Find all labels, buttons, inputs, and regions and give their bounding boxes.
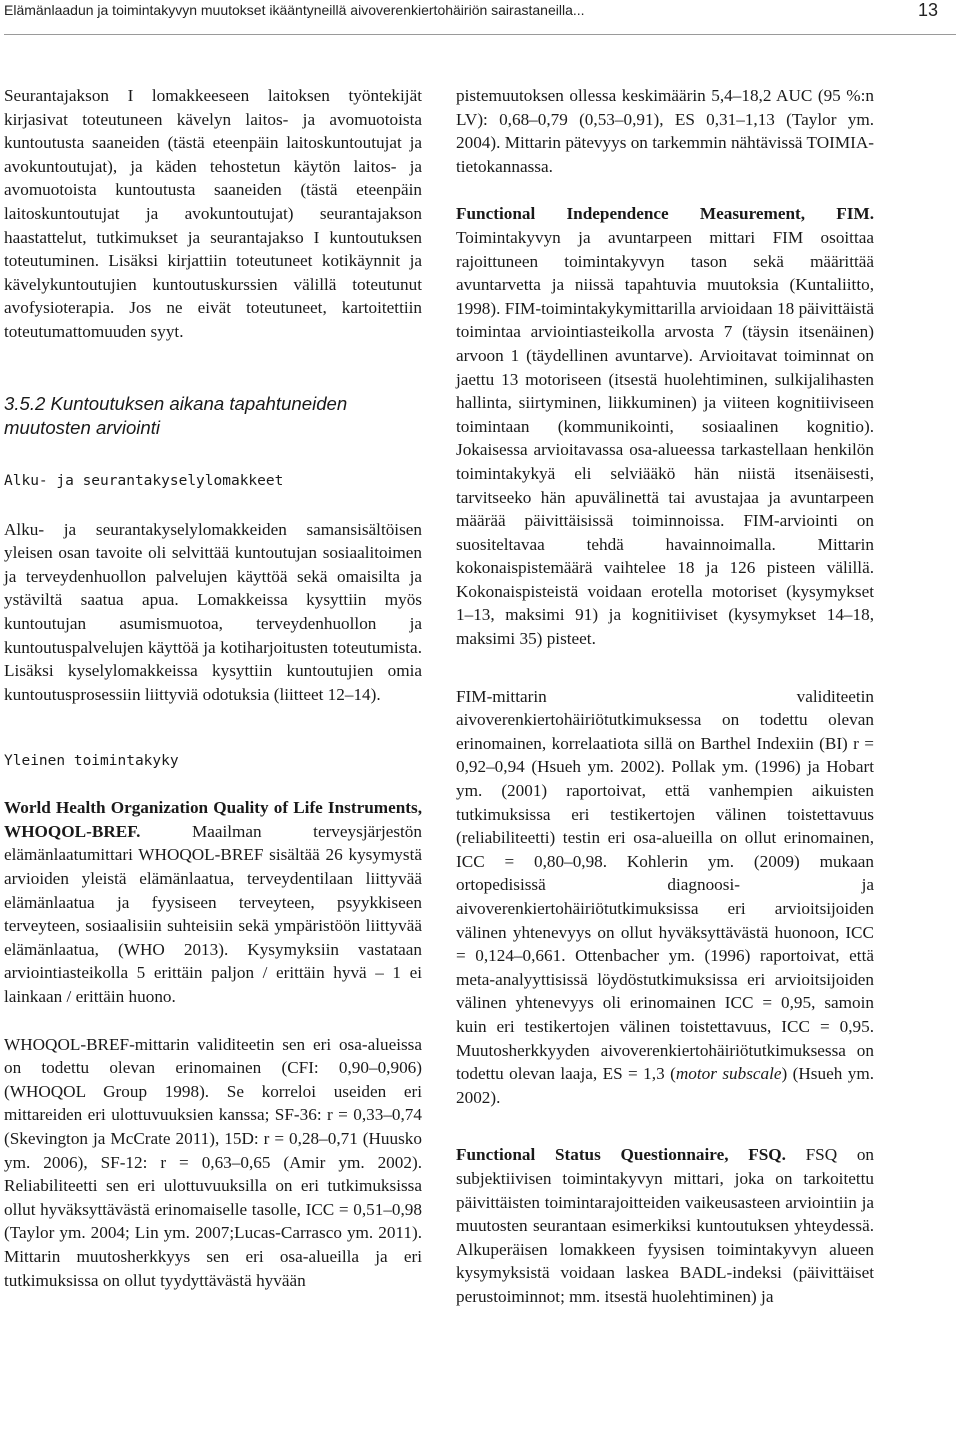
running-header	[4, 0, 956, 35]
paragraph-fim-validity: FIM-mittarin validiteetin aivoverenkiertohäiriötutkimuksessa on todettu olevan erinomainen, korrelaatiota sillä on Barthel Indexiin (BI) r = 0,92–0,94 (Hsueh ym. 2002). Pollak ym. (1996) ja Hobart ym. (2001) raportoivat, että vanhempien aikuisten tutkimuksissa eri testikertojen välinen toistettavuus (reliabiliteetti) testin eri osa-alueilla on ollut erinomainen, ICC = 0,80–0,98. Kohlerin ym. (2009) mukaan ortopedisissä diagnoosi- ja aivoverenkiertohäiriötutkimuksissa eri arvioitsijoiden välinen yhtenevyys on ollut hyväksyttävästä huonoon, ICC = 0,124–0,661. Ottenbacher ym. (1996) raportoivat, että meta-analyyttisissä löydöstutkimuksissa eri arvioitsijoiden välinen yhtenevyys oli erinomainen ICC = 0,95, samoin kuin eri testikertojen välinen toistettavuus, ICC = 0,95. Muutosherkkyyden aivoverenkiertohäiriötutkimuksessa on todettu olevan laaja, ES = 1,3 (motor subscale) (Hsueh ym. 2002).	[456, 686, 874, 1107]
paragraph-whoqol-validity: WHOQOL-BREF-mittarin validiteetin sen eri osa-alueissa on todettu olevan erinomainen (CFI: 0,90–0,906) (WHOQOL Group 1998). Se korreloi useiden eri mittareiden eri ulottuvuuksien kanssa; SF-36: r = 0,33–0,74 (Skevington ja McCrate 2011), 15D: r = 0,28–0,71 (Huusko ym. 2006), SF-12: r = 0,63–0,65 (Amir ym. 2002). Reliabiliteetti sen eri ulottuvuuksilla on eri tutkimuksissa ollut hyväksyttävästä erinomaiselle tasolle, ICC = 0,51–0,98 (Taylor ym. 2004; Lin ym. 2007;Lucas-Carrasco ym. 2011). Mittarin muutosherkkyys sen eri osa-alueilla ja eri tutkimuksissa on ollut tyydyttävästä hyvään	[4, 1034, 422, 1290]
term-whoqol: World Health Organization Quality of Life Instruments, WHOQOL-BREF.	[4, 798, 422, 841]
paragraph-questionnaires: Alku- ja seurantakyselylomakkeiden samansisältöisen yleisen osan tavoite oli selvittää kuntoutujan sosiaalitoimen ja terveydenhuollon palvelujen käyttöä sekä omaisilta ja ystäviltä saatua apua. Lomakkeissa kysyttiin myös kuntoutujan asumismuotoa, terveydenhuollon ja kuntoutuspalvelujen käyttöä ja kotiharjoitusten toteutumista. Lisäksi kyselylomakkeissa kysyttiin kuntoutujien omia kuntoutusprosessiin liittyviä odotuksia (liitteet 12–14).	[4, 519, 422, 704]
paragraph-fsq: Functional Status Questionnaire, FSQ. FSQ on subjektiivisen toimintakyvyn mittari, joka on tarkoitettu päivittäisten toimintarajoitteiden vaikeusasteen arviointiin ja muutosten seurantaan esimerkiksi kuntoutuksen yhteydessä. Alkuperäisen lomakkeen fyysisen toimintakyvyn alueen kysymyksistä voidaan laskea BADL-indeksi (päivittäiset perustoiminnot; mm. itsestä huolehtiminen) ja	[456, 1145, 875, 1306]
section-title: Kuntoutuksen aikana tapahtuneiden muutosten arviointi	[4, 392, 348, 438]
right-column	[456, 84, 874, 1309]
left-column	[4, 84, 422, 1292]
subheading-questionnaires: Alku- ja seurantakyselylomakkeet	[4, 472, 284, 489]
subheading-general-function: Yleinen toimintakyky	[4, 753, 179, 770]
paragraph-follow-up-form: Seurantajakson I lomakkeeseen laitoksen työntekijät kirjasivat toteutuneen kävelyn laitos- ja avomuotoista kuntoutusta saaneiden (tästä eteenpäin laitoskuntoutujat ja avokuntoutujat), ja käden tehostetun käytön laitos- ja avomuotoista kuntoutusta saaneiden (tästä eteenpäin laitoskuntoutujat ja avokuntoutujat) seurantajakson haastattelut, tutkimukset ja seurantajakso I kuntoutuksen toteutuminen. Lisäksi kirjattiin toteutuneet kotikäynnit ja kävelykuntoutujien kuntoutuskurssien välillä toteutunut avofysioterapia. Jos ne eivät toteutuneet, kartoitettiin toteutumattomuuden syyt.	[4, 86, 422, 341]
section-number: 3.5.2	[4, 392, 46, 414]
paragraph-whoqol: World Health Organization Quality of Life Instruments, WHOQOL-BREF. Maailman terveysjärjestön elämänlaatumittari WHOQOL-BREF sisältää 26 kysymystä arvioiden yleistä elämänlaatua, terveydentilaan liittyvää elämänlaatua ja fyysiseen terveyteen, psyykkiseen terveyteen, sosiaalisiin suhteisiin sekä ympäristöön liittyvää elämänlaatua, (WHO 2013). Kysymyksiin vastataan arviointiasteikolla 5 erittäin paljon / erittäin hyvä – 1 ei lainkaan / erittäin huono.	[4, 798, 422, 1007]
term-motor-subscale: motor subscale	[675, 1064, 782, 1084]
running-title: Elämänlaadun ja toimintakyvyn muutokset ikääntyneillä aivoverenkiertohäiriön sairastaneilla...	[4, 2, 585, 18]
term-fsq: Functional Status Questionnaire, FSQ.	[456, 1145, 786, 1165]
section-heading	[4, 392, 422, 440]
paragraph-whoqol-continued: pistemuutoksen ollessa keskimäärin 5,4–18,2 AUC (95 %:n LV): 0,68–0,79 (0,53–0,91), ES 0,31–1,13 (Taylor ym. 2004). Mittarin pätevyys on tarkemmin nähtävissä TOIMIA-tietokannassa.	[456, 86, 874, 176]
paragraph-fim: Functional Independence Measurement, FIM. Toimintakyvyn ja avuntarpeen mittari FIM osoittaa rajoittuneen toimintakyvyn tason sekä määrittää avuntarvetta ja niissä tapahtuvia muutoksia (Kuntaliitto, 1998). FIM-toimintakykymittarilla arvioidaan 18 päivittäistä toimintaa arviointiasteikolla arvosta 7 (täysin itsenäinen) arvoon 1 (täydellinen avuntarve). Arvioitavat toiminnat on jaettu 13 motoriseen (itsestä huolehtiminen, sulkijalihasten hallinta, siirtyminen, liikkuminen) ja viiteen kognitiiviseen toimintaan (kommunikointi, sosiaalinen kognitio). Jokaisessa arvioitavassa osa-alueessa tarkastellaan henkilön toimintakykyä eli selviääkö hän niistä itsenäisesti, tarvitseeko hän apuvälinettä tai avustajaa ja avuntarpeen määrää päivittäisissä toiminnoissa. FIM-arviointi on suositeltavaa tehdä havainnoimalla. Mittarin kokonaispistemäärä vaihtelee 18 ja 126 pisteen välillä. Kokonaispisteistä voidaan erotella motoriset (kysymykset 1–13, maksimi 91) ja kognitiiviset (kysymykset 14–18, maksimi 35) pisteet.	[456, 204, 874, 649]
term-fim: Functional Independence Measurement, FIM.	[456, 204, 874, 224]
page-number: 13	[917, 0, 938, 20]
